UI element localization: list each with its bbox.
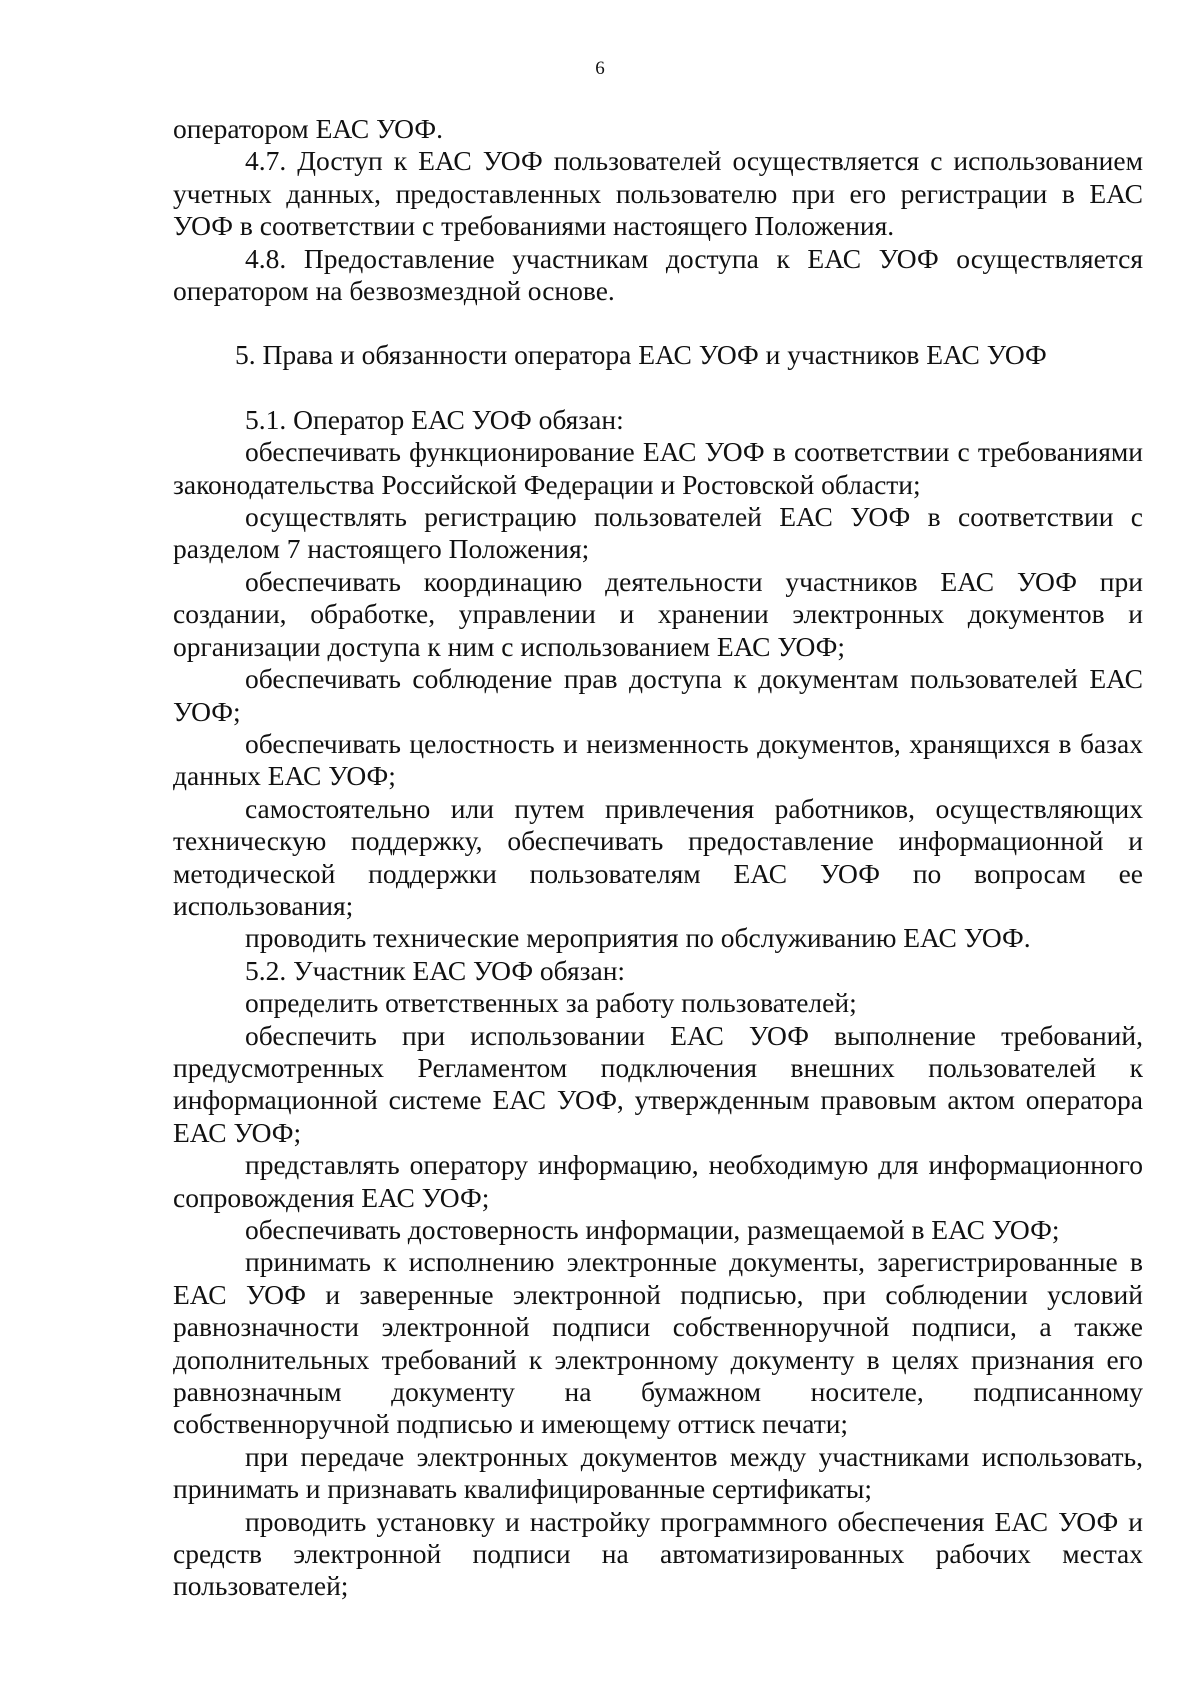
paragraph: оператором ЕАС УОФ. [173, 113, 443, 144]
paragraph-4-7: 4.7. Доступ к ЕАС УОФ пользователей осуществляется с использованием учетных данных, предоставленных пользователю при его регистрации в ЕАС УОФ в соответствии с требованиями настоящего Положения. [173, 145, 1143, 242]
section-heading: 5. Права и обязанности оператора ЕАС УОФ и участников ЕАС УОФ [235, 339, 1047, 371]
list-item: осуществлять регистрацию пользователей ЕАС УОФ в соответствии с разделом 7 настоящего Положения; [173, 501, 1143, 565]
document-body [173, 113, 1143, 1603]
list-item: обеспечивать соблюдение прав доступа к документам пользователей ЕАС УОФ; [173, 663, 1143, 727]
list-item: обеспечивать целостность и неизменность документов, хранящихся в базах данных ЕАС УОФ; [173, 727, 1143, 792]
list-item: представлять оператору информацию, необходимую для информационного сопровождения ЕАС УОФ; [173, 1149, 1143, 1213]
list-item: обеспечивать координацию деятельности участников ЕАС УОФ при создании, обработке, управлении и хранении электронных документов и организации доступа к ним с использованием ЕАС УОФ; [173, 565, 1143, 662]
list-item: самостоятельно или путем привлечения работников, осуществляющих техническую поддержку, обеспечивать предоставление информационной и методической поддержки пользователям ЕАС УОФ по вопросам ее использования; [173, 792, 1143, 921]
paragraph-5-2: 5.2. Участник ЕАС УОФ обязан: [245, 954, 626, 986]
list-item: при передаче электронных документов между участниками использовать, принимать и признавать квалифицированные сертификаты; [173, 1440, 1143, 1505]
page-number: 6 [595, 58, 605, 79]
list-item: проводить технические мероприятия по обслуживанию ЕАС УОФ. [245, 922, 1031, 954]
list-item: определить ответственных за работу пользователей; [245, 987, 857, 1019]
list-item: обеспечивать функционирование ЕАС УОФ в соответствии с требованиями законодательства Российской Федерации и Ростовской области; [173, 436, 1143, 500]
paragraph-4-8: 4.8. Предоставление участникам доступа к ЕАС УОФ осуществляется оператором на безвозмездной основе. [173, 242, 1143, 307]
list-item: принимать к исполнению электронные документы, зарегистрированные в ЕАС УОФ и заверенные электронной подписью, при соблюдении условий равнозначности электронной подписи собственноручной подписи, а также дополнительных требований к электронному документу в целях признания его равнозначным документу на бумажном носителе, подписанному собственноручной подписью и имеющему оттиск печати; [173, 1246, 1143, 1440]
list-item: обеспечить при использовании ЕАС УОФ выполнение требований, предусмотренных Регламентом подключения внешних пользователей к информационной системе ЕАС УОФ, утвержденным правовым актом оператора ЕАС УОФ; [173, 1019, 1143, 1148]
list-item: проводить установку и настройку программного обеспечения ЕАС УОФ и средств электронной подписи на автоматизированных рабочих местах пользователей; [173, 1505, 1143, 1602]
paragraph-5-1: 5.1. Оператор ЕАС УОФ обязан: [245, 403, 624, 435]
list-item: обеспечивать достоверность информации, размещаемой в ЕАС УОФ; [245, 1214, 1060, 1245]
